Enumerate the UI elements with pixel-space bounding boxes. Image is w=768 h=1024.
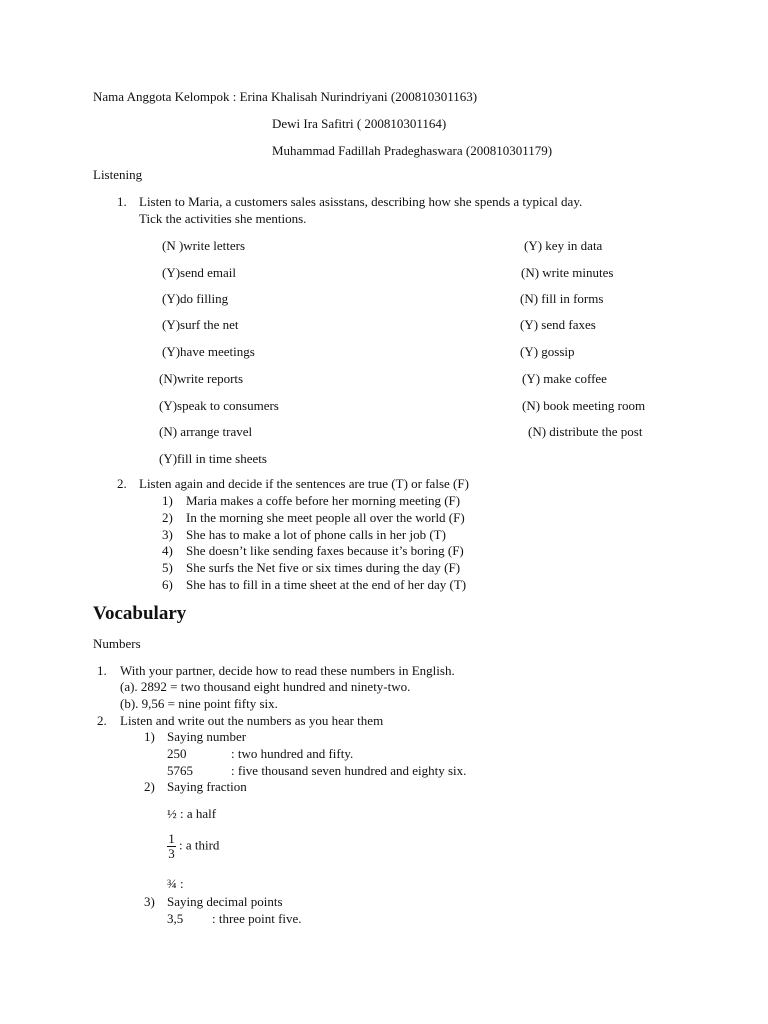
fraction-denominator: 3 [168,846,175,861]
tf-item-number: 2) [162,510,173,525]
decimal-value: 3,5 [167,911,184,926]
activity-right: (N) fill in forms [520,291,604,306]
tf-item-number: 6) [162,577,173,592]
activity-right: (Y) gossip [520,344,575,359]
tf-item-number: 4) [162,543,173,558]
saying-decimal-index: 3) [144,894,155,909]
q1-line1: Listen to Maria, a customers sales asisstans, describing how she spends a typical day. [139,194,583,209]
activity-right: (N) distribute the post [528,424,643,439]
activity-right: (N) book meeting room [522,398,646,413]
fraction-one-third [167,832,176,861]
fraction-half: ½ : a half [167,806,217,821]
fraction-third [167,832,219,861]
fraction-third-text: : a third [179,837,220,853]
activity-left: (Y)surf the net [162,317,239,332]
saying-fraction-title: Saying fraction [167,779,247,794]
tf-item-text: She has to fill in a time sheet at the end of her day (T) [186,577,467,592]
tf-item-number: 1) [162,493,173,508]
tf-item-number: 3) [162,527,173,542]
member-3: Muhammad Fadillah Pradeghaswara (200810301179) [272,143,553,158]
member-2: Dewi Ira Safitri ( 200810301164) [272,116,447,131]
saying-number-index: 1) [144,729,155,744]
activity-right: (Y) key in data [524,238,603,253]
vocab-q1-text: With your partner, decide how to read these numbers in English. [120,663,455,678]
saying-number-title: Saying number [167,729,247,744]
vocabulary-heading: Vocabulary [93,603,187,624]
vocab-q1-a: (a). 2892 = two thousand eight hundred and ninety-two. [120,679,411,694]
saying-fraction-index: 2) [144,779,155,794]
group-members-label [93,89,477,105]
vocab-q1-number: 1. [97,663,107,678]
activity-left: (N)write reports [159,371,244,386]
fraction-numerator: 1 [168,831,175,846]
activity-left: (Y)fill in time sheets [159,451,267,466]
vocab-q2-text: Listen and write out the numbers as you hear them [120,713,384,728]
activity-left: (N )write letters [162,238,246,253]
number-value: 5765 [167,763,193,778]
fraction-three-quarter: ¾ : [167,876,184,891]
members-label-text: Nama Anggota Kelompok : [93,89,240,104]
vocab-q1-b: (b). 9,56 = nine point fifty six. [120,696,278,711]
q1-number: 1. [117,194,127,209]
activity-left: (Y)do filling [162,291,229,306]
tf-item-number: 5) [162,560,173,575]
member-1: Erina Khalisah Nurindriyani (200810301163) [239,89,478,104]
tf-item-text: In the morning she meet people all over the world (F) [186,510,465,525]
activity-right: (Y) send faxes [520,317,596,332]
tf-item-text: Maria makes a coffe before her morning meeting (F) [186,493,461,508]
tf-item-text: She surfs the Net five or six times during the day (F) [186,560,461,575]
activity-left: (Y)speak to consumers [159,398,279,413]
vocab-q2-number: 2. [97,713,107,728]
listening-title: Listening [93,167,143,182]
tf-item-text: She doesn’t like sending faxes because it’s boring (F) [186,543,464,558]
numbers-subtitle: Numbers [93,636,141,651]
number-value: 250 [167,746,187,761]
activity-left: (Y)have meetings [162,344,255,359]
q1-line2: Tick the activities she mentions. [139,211,307,226]
activity-right: (Y) make coffee [522,371,607,386]
number-words: : five thousand seven hundred and eighty six. [231,763,467,778]
q2-text: Listen again and decide if the sentences are true (T) or false (F) [139,476,469,491]
activity-left: (N) arrange travel [159,424,253,439]
number-words: : two hundred and fifty. [231,746,354,761]
activity-left: (Y)send email [162,265,237,280]
tf-item-text: She has to make a lot of phone calls in her job (T) [186,527,446,542]
q2-number: 2. [117,476,127,491]
decimal-words: : three point five. [212,911,302,926]
activity-right: (N) write minutes [521,265,614,280]
saying-decimal-title: Saying decimal points [167,894,283,909]
